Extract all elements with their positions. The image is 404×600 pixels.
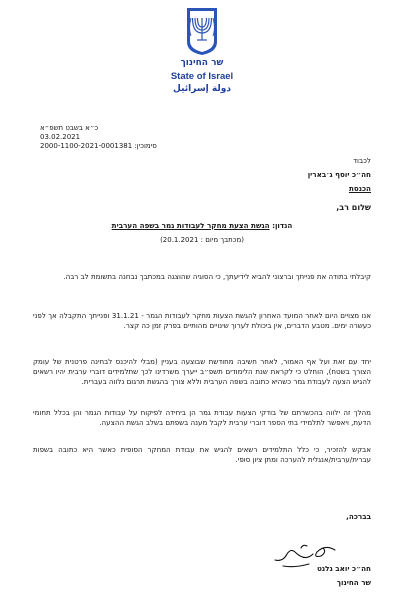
closing: בברכה, xyxy=(346,512,371,521)
hebrew-date: כ״א בשבט תשפ״א xyxy=(40,124,99,132)
signer-name: חה״כ יואב גלנט xyxy=(317,564,371,573)
org-name-arabic: دولة إسرائيل xyxy=(173,84,231,94)
body-paragraph: קיבלתי בתודה את פנייתך וברצוני להביא לידיעתך, כי הסוגיה שהוצגה במכתבך נבחנה בתשומת לב רבה. xyxy=(63,272,371,281)
subject-text: הגשת הצעת מחקר לעבודות גמר בשפה הערבית xyxy=(111,221,270,230)
letter-date: 03.02.2021 xyxy=(40,133,81,141)
body-paragraph: אבקש להזכיר, כי כלל התלמידים רשאים להגיש את עבודת המחקר הסופית כאשר היא כתובה בשפות עברית/ערבית/אנגלית להערכה ומתן ציון סופי. xyxy=(33,445,371,464)
body-paragraph: מהלך זה ילווה בהכשרתם של בודקי הצעות עבודת גמר הן ביחידה לפיקוח על עבודות הגמר והן בכלל תחומי הדעת, ויאפשר לתלמידי בתי הספר דוברי ערבית לקבל מענה בשפתם בשלב הגשת ההצעה. xyxy=(33,408,371,427)
menorah-emblem-icon xyxy=(182,6,222,56)
recipient-name: חה״כ יוסף ג׳בארין xyxy=(307,170,371,179)
body-paragraph: יחד עם זאת ועל אף האמור, לאחר חשיבה מחודשת שבוצעה בעניין (מבלי להיכנס לבחינה פרטנית של עומק הצורך בשטח), הוחלט כי לקראת שנת הלימודים תשפ״ב ייערך משרדינו לכך שתלמידים דוברי ערבית יהיו רשאים להגיש הצעה לעבודת גמר כשהיא כתובה בשפה הערבית וללא צורך בהגשת תרגום נלווה בעברית. xyxy=(33,357,371,386)
subject-label: הנדון: xyxy=(272,221,293,230)
recipient-org: הכנסת xyxy=(348,184,371,193)
recipient-label: לכבוד xyxy=(353,156,371,165)
letter-reference: (מכתבך מיום : 20.1.2021) xyxy=(160,236,244,244)
signer-title: שר החינוך xyxy=(336,578,371,587)
greeting: שלום רב, xyxy=(336,203,371,212)
org-name-english: State of Israel xyxy=(170,71,234,82)
subject-line xyxy=(33,221,371,230)
org-name-hebrew: שר החינוך xyxy=(180,58,224,68)
body-paragraph: אנו מצויים היום לאחר המועד האחרון להגשת הצעות מחקר לעבודות הגמר - 31.1.21 ופנייתך התקבלה אך לפני כעשרה ימים. מטבע הדברים, אין ביכולת לערוך שינויים מהותיים בפרק זמן כה קצר. xyxy=(33,311,371,330)
reference-number: סימוכין: 2000-1100-2021-0001381 xyxy=(40,142,157,150)
